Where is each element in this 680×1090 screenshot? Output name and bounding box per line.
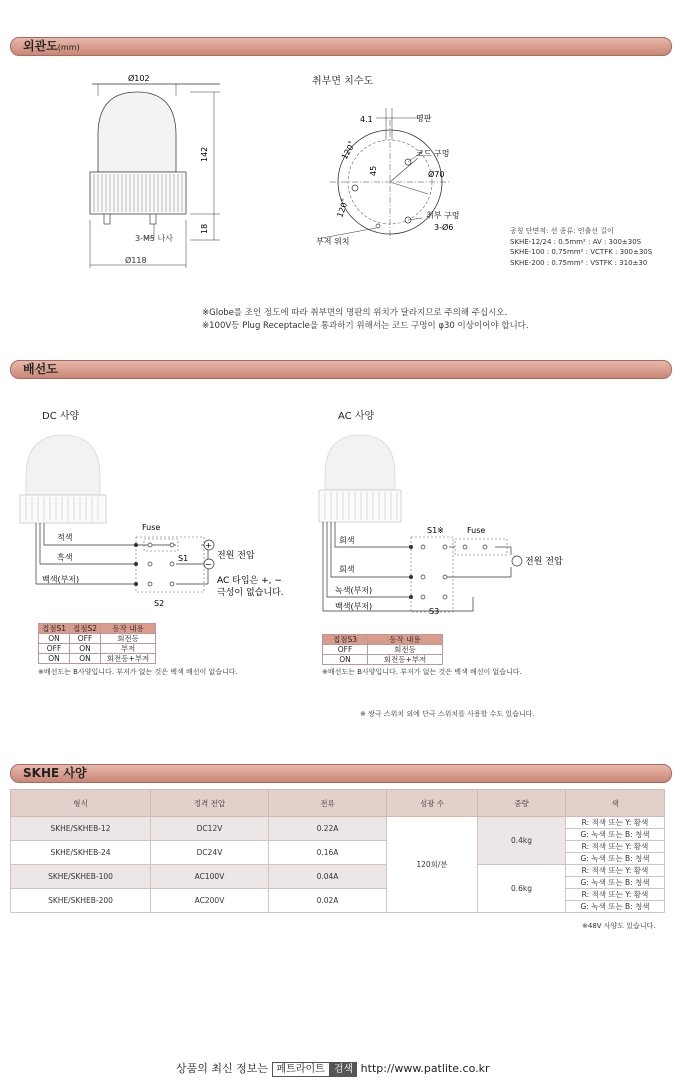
spec-table — [10, 789, 665, 913]
spec-header-voltage: 정격 전압 — [151, 790, 269, 817]
mount-hole-label: 취부 구멍 — [426, 211, 460, 220]
wiring-section-title: 배선도 — [23, 362, 58, 376]
ac-contact-table — [322, 634, 443, 665]
spec-header-weight: 중량 — [478, 790, 566, 817]
table-row: G: 녹색 또는 B: 청색 — [11, 901, 665, 913]
ac-fuse-label: Fuse — [467, 526, 486, 535]
buzzer-position-label: 부저 위치 — [316, 237, 350, 246]
table-row: ON ON 회전등+부저 — [39, 654, 156, 664]
dim-bottom-label: Ø118 — [125, 256, 147, 265]
cable-spec-line: SKHE-200 : 0.75mm² : VSTFK : 310±30 — [510, 258, 648, 267]
wiring-section-header — [10, 360, 672, 379]
dim-36: 3-Ø6 — [434, 223, 454, 232]
mounting-drawing — [300, 100, 500, 260]
dim-70: Ø70 — [428, 170, 445, 179]
cable-spec-line: SKHE-100 : 0.75mm² : VCTFK : 300±30S — [510, 248, 653, 256]
spec-header-model: 형식 — [11, 790, 151, 817]
table-row: G: 녹색 또는 B: 청색 — [11, 853, 665, 865]
angle-120b: 120˚ — [335, 197, 351, 219]
dc-ac-note-1: AC 타입은 +, − — [217, 576, 282, 586]
ac-s1-label: S1※ — [427, 526, 444, 535]
table-header: 접점S3 — [323, 635, 368, 645]
ac-wiring-note: ※배선도는 B사양입니다. 부저가 없는 것은 백색 배선이 없습니다. — [322, 668, 522, 676]
footer-text: 상품의 최신 정보는 — [176, 1062, 269, 1075]
cord-hole-label: 코드 구멍 — [416, 149, 450, 158]
dc-wire-black: 흑색 — [57, 553, 73, 562]
outline-section-title: 외관도(mm) — [23, 39, 80, 53]
dc-power-label: 전원 전압 — [217, 551, 255, 561]
screw-label: 3-M5 나사 — [135, 234, 173, 243]
ac-power-label: 전원 전압 — [525, 557, 563, 567]
spec-section-header — [10, 764, 672, 783]
table-header: 동작 내용 — [101, 624, 156, 634]
dc-wiring-diagram — [18, 425, 298, 615]
dc-s1-label: S1 — [178, 554, 189, 563]
mount-title: 취부면 치수도 — [312, 76, 374, 87]
table-row: OFF 회전등 — [323, 645, 443, 655]
ac-wire-gray-2: 회색 — [339, 565, 355, 574]
dc-plus: + — [205, 541, 212, 550]
ac-wire-white: 백색(부저) — [335, 602, 373, 611]
plate-label: 명판 — [416, 114, 432, 123]
ac-spec-title: AC 사양 — [338, 411, 375, 422]
dc-spec-title: DC 사양 — [42, 411, 80, 422]
table-header: 동작 내용 — [368, 635, 443, 645]
outline-note-2: ※100V등 Plug Receptacle을 통과하기 위해서는 코드 구멍이 φ30 이상이어야 합니다. — [202, 321, 529, 331]
dim-45: 45 — [369, 165, 378, 176]
dc-wire-red: 적색 — [57, 533, 73, 542]
dc-ac-note-2: 극성이 없습니다. — [217, 588, 284, 598]
spec-header-flash: 섬광 수 — [387, 790, 478, 817]
cable-spec-block — [510, 226, 652, 268]
ac-wire-gray-1: 회색 — [339, 536, 355, 545]
angle-120a: 120˚ — [339, 139, 358, 161]
cable-spec-line: 공칭 단면적: 선 종류: 인출선 길이 — [510, 227, 614, 235]
spec-section-title: SKHE 사양 — [23, 766, 87, 780]
ac-s3-label: S3 — [429, 607, 440, 616]
dc-minus: − — [205, 560, 212, 569]
dc-wiring-note: ※배선도는 B사양입니다. 부저가 없는 것은 백색 배선이 없습니다. — [38, 668, 238, 676]
table-row: SKHE/SKHEB-24 DC24V 0.16A R: 적색 또는 Y: 황색 — [11, 841, 665, 853]
table-header: 접점S1 — [39, 624, 70, 634]
table-row: SKHE/SKHEB-100 AC100V 0.04A 0.6kg R: 적색 또는 Y: 황색 — [11, 865, 665, 877]
ac-wire-green: 녹색(부저) — [335, 586, 373, 595]
dim-41: 4.1 — [360, 115, 373, 124]
spec-header-color: 색 — [566, 790, 665, 817]
dc-fuse-label: Fuse — [142, 523, 161, 532]
switch-note: ※ 쌍극 스위치 외에 단극 스위치를 사용할 수도 있습니다. — [360, 710, 535, 718]
spec-header-current: 전류 — [269, 790, 387, 817]
table-row: SKHE/SKHEB-12 DC12V 0.22A 120회/분 0.4kg R: 적색 또는 Y: 황색 — [11, 817, 665, 829]
footer-search-box[interactable]: 페트라이트 — [272, 1062, 330, 1077]
table-row: OFF ON 부저 — [39, 644, 156, 654]
weight-dc: 0.4kg — [478, 817, 566, 865]
outline-section-header — [10, 37, 672, 56]
outline-note-1: ※Globe를 조인 정도에 따라 취부면의 명판의 위치가 달라지므로 주의해 주십시오. — [202, 308, 508, 318]
spec-footnote: ※48V 사양도 있습니다. — [582, 922, 656, 930]
cable-spec-line: SKHE-12/24 : 0.5mm² : AV : 300±30S — [510, 237, 642, 246]
dim-height-label: 142 — [200, 146, 209, 162]
footer-url-link[interactable]: http://www.patlite.co.kr — [360, 1062, 490, 1075]
weight-ac: 0.6kg — [478, 865, 566, 913]
ac-wiring-diagram — [315, 425, 605, 620]
table-row: SKHE/SKHEB-200 AC200V 0.02A R: 적색 또는 Y: 황색 — [11, 889, 665, 901]
table-row: ON 회전등+부저 — [323, 655, 443, 665]
table-row: G: 녹색 또는 B: 청색 — [11, 877, 665, 889]
table-header: 접점S2 — [70, 624, 101, 634]
table-row: ON OFF 회전등 — [39, 634, 156, 644]
dim-top-label: Ø102 — [128, 74, 150, 83]
dim-base-label: 18 — [200, 223, 209, 234]
flash-rate: 120회/분 — [387, 817, 478, 913]
dc-s2-label: S2 — [154, 599, 165, 608]
dc-contact-table — [38, 623, 156, 664]
table-row: G: 녹색 또는 B: 청색 — [11, 829, 665, 841]
footer — [176, 1060, 490, 1077]
footer-search-button[interactable]: 검색 — [330, 1062, 357, 1077]
dc-wire-white: 백색(부저) — [42, 575, 80, 584]
